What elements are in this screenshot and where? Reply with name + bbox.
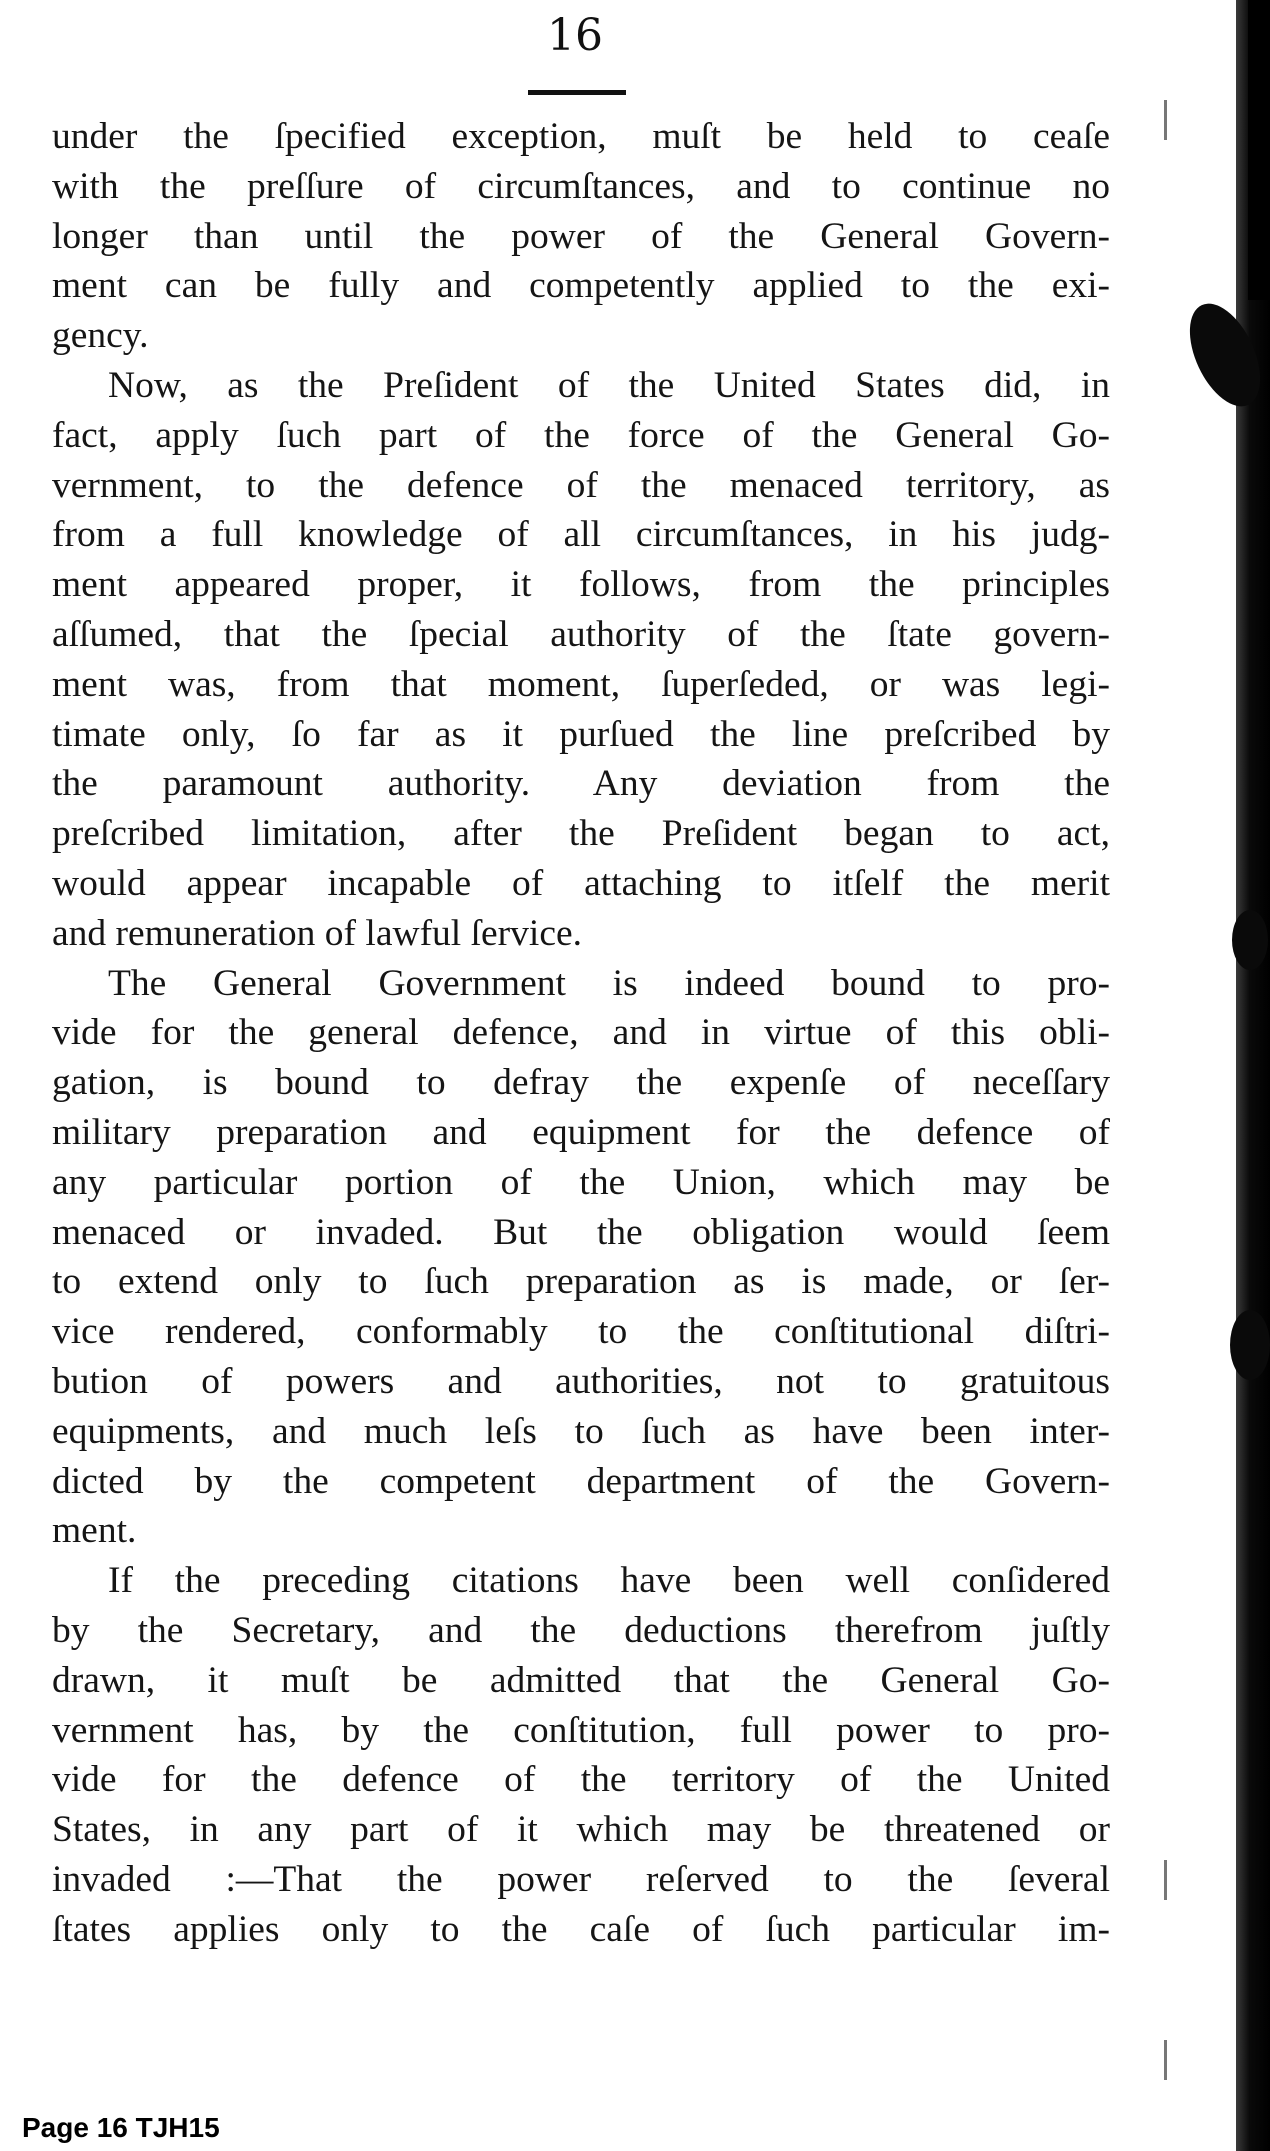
ink-blot [1232, 910, 1268, 970]
text-line: bution of powers and authorities, not to gratuitous [52, 1360, 1110, 1402]
paragraph [52, 361, 1110, 959]
text-line: gency. [52, 315, 149, 357]
text-line: ſtates applies only to the caſe of ſuch particular im- [52, 1908, 1110, 1950]
text-line: preſcribed limitation, after the Preſident began to act, [52, 813, 1110, 855]
ink-blot [1230, 1310, 1270, 1380]
text-line: vide for the general defence, and in virtue of this obli- [52, 1012, 1110, 1054]
text-line: dicted by the competent department of the Govern- [52, 1460, 1110, 1502]
text-line: invaded :—That the power reſerved to the ſeveral [52, 1858, 1110, 1900]
text-line: drawn, it muſt be admitted that the General Go- [52, 1659, 1110, 1701]
page-edge-top [1248, 0, 1270, 300]
text-line: with the preſſure of circumſtances, and to continue no [52, 165, 1110, 207]
paragraph [52, 959, 1110, 1557]
text-line: any particular portion of the Union, which may be [52, 1161, 1110, 1203]
paragraph [52, 112, 1110, 361]
text-line: menaced or invaded. But the obligation would ſeem [52, 1211, 1110, 1253]
paragraph [52, 1556, 1110, 1954]
text-line: aſſumed, that the ſpecial authority of the ſtate govern- [52, 613, 1110, 655]
text-line: longer than until the power of the General Govern- [52, 215, 1110, 257]
text-line: vice rendered, conformably to the conſtitutional diſtri- [52, 1311, 1110, 1353]
text-line: military preparation and equipment for the defence of [52, 1111, 1110, 1153]
text-line: ment. [52, 1510, 137, 1552]
text-line: vide for the defence of the territory of the United [52, 1759, 1110, 1801]
text-line: The General Government is indeed bound to pro- [108, 962, 1110, 1004]
text-line: States, in any part of it which may be threatened or [52, 1809, 1110, 1851]
text-line: ment was, from that moment, ſuperſeded, or was legi- [52, 663, 1110, 705]
text-line: ment appeared proper, it follows, from the principles [52, 564, 1110, 606]
text-line: equipments, and much leſs to ſuch as have been inter- [52, 1410, 1110, 1452]
header-rule [528, 90, 626, 95]
text-line: by the Secretary, and the deductions therefrom juſtly [52, 1609, 1110, 1651]
text-line: timate only, ſo far as it purſued the line preſcribed by [52, 713, 1110, 755]
text-line: under the ſpecified exception, muſt be held to ceaſe [52, 116, 1110, 157]
margin-mark [1164, 2040, 1167, 2080]
text-line: and remuneration of lawful ſervice. [52, 912, 582, 954]
text-line: Now, as the Preſident of the United States did, in [108, 364, 1110, 406]
text-line: the paramount authority. Any deviation from the [52, 763, 1110, 805]
text-line: from a full knowledge of all circumſtances, in his judg- [52, 514, 1110, 556]
margin-mark [1164, 100, 1167, 140]
margin-mark [1164, 1860, 1167, 1900]
page-edge-shadow [1236, 0, 1270, 2151]
page-number: 16 [547, 10, 603, 61]
text-line: vernment has, by the conſtitution, full power to pro- [52, 1709, 1110, 1751]
text-line: to extend only to ſuch preparation as is made, or ſer- [52, 1261, 1110, 1303]
text-line: ment can be fully and competently applied to the exi- [52, 265, 1110, 307]
text-line: would appear incapable of attaching to itſelf the merit [52, 862, 1110, 904]
text-line: vernment, to the defence of the menaced territory, as [52, 464, 1110, 506]
text-line: If the preceding citations have been well conſidered [108, 1560, 1110, 1602]
body-text [52, 112, 1110, 1954]
page-footer-label: Page 16 TJH15 [22, 2112, 220, 2143]
text-line: fact, apply ſuch part of the force of the General Go- [52, 414, 1110, 456]
text-line: gation, is bound to defray the expenſe of neceſſary [52, 1062, 1110, 1104]
